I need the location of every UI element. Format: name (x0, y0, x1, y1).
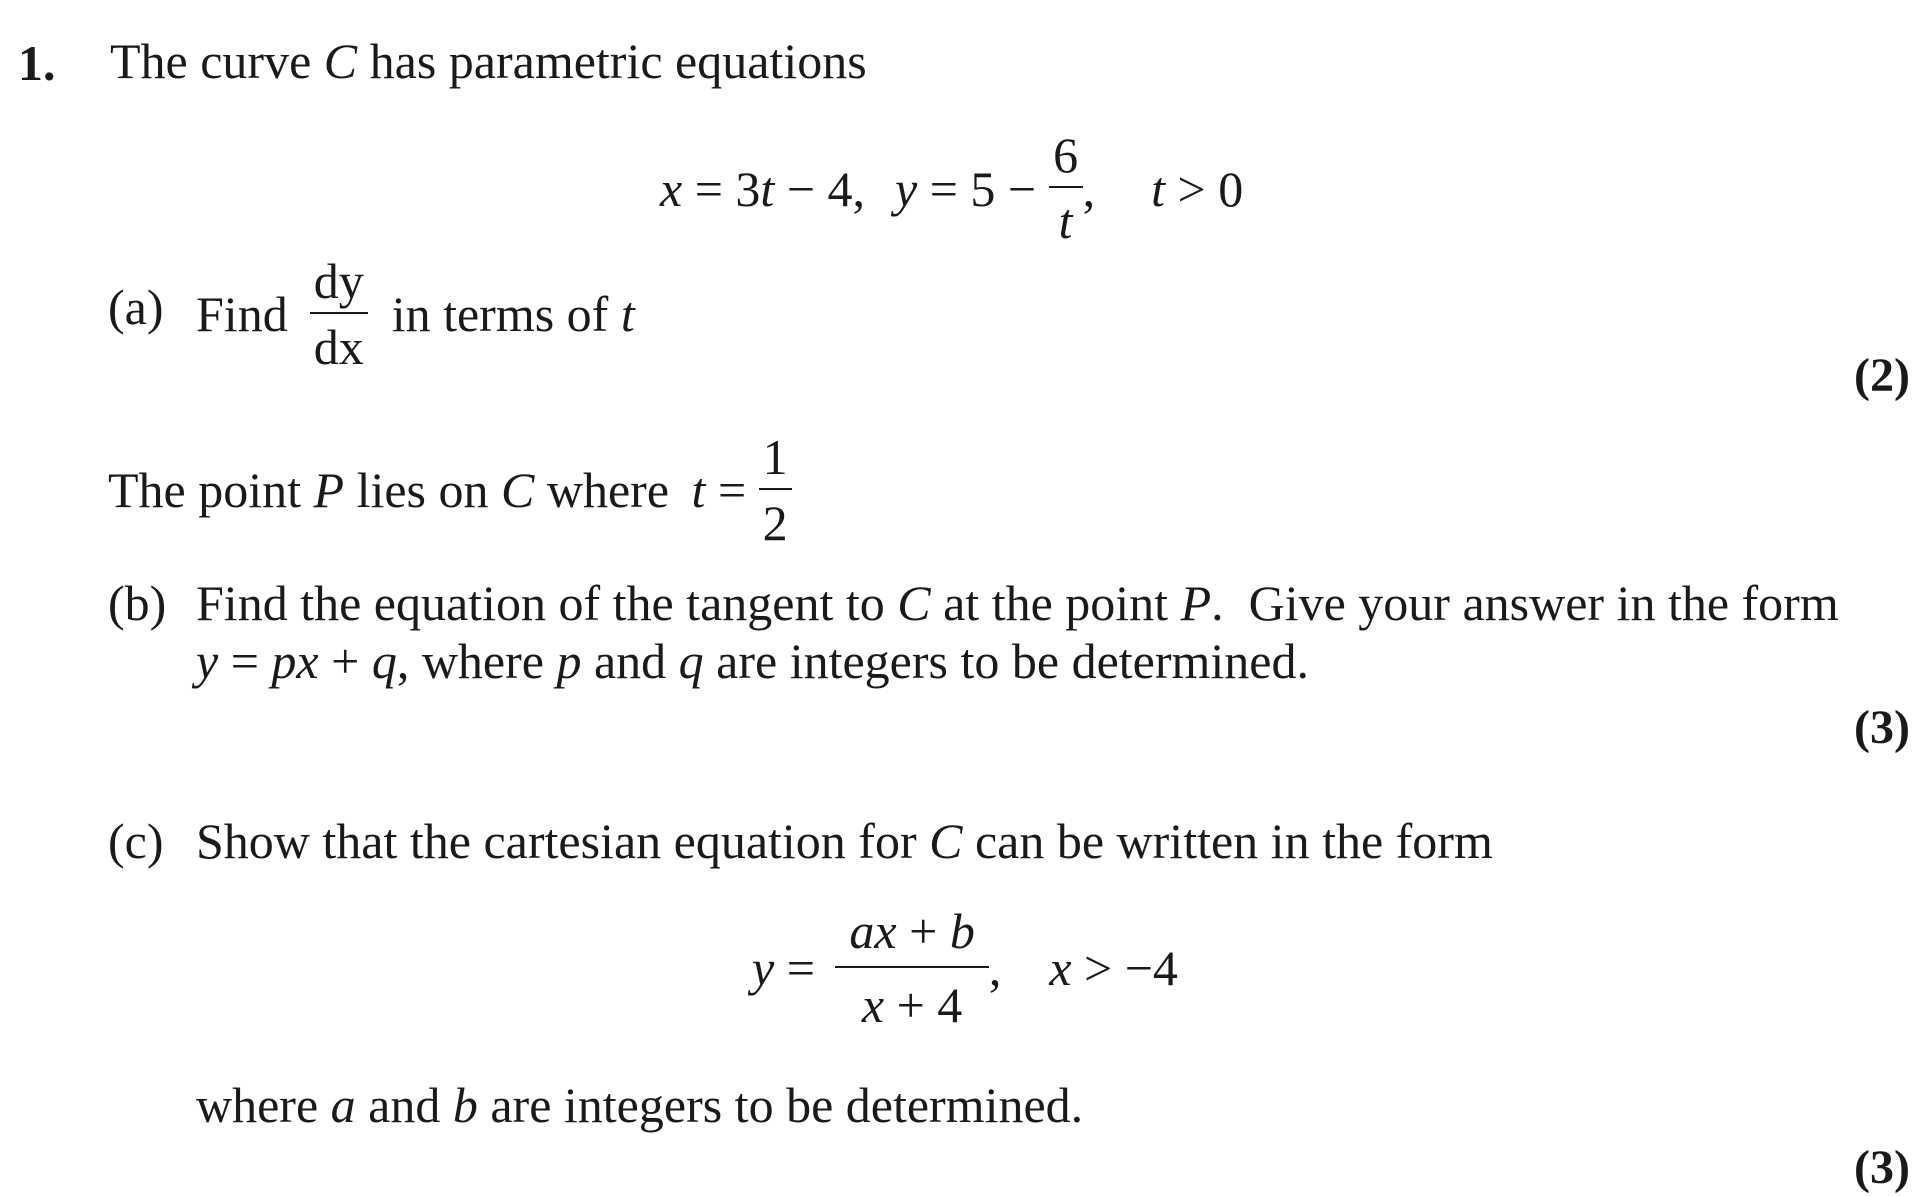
cartesian-num-plus: + (896, 903, 950, 959)
point-var: t (691, 462, 706, 518)
param-frac-den-var: t (1058, 193, 1073, 249)
param-x-t: t (760, 161, 775, 217)
intro-curve-symbol: C (323, 33, 358, 89)
part-b-curve-symbol: C (897, 575, 931, 631)
point-text-where: where (534, 462, 682, 518)
point-frac-denominator: 2 (759, 488, 792, 548)
part-b-line1 (196, 575, 1839, 631)
point-frac-numerator: 1 (762, 429, 788, 485)
part-c-where-line (196, 1077, 1084, 1133)
param-y-fraction (1049, 127, 1083, 249)
param-cond-rest: > 0 (1165, 161, 1244, 217)
part-a-frac-denominator: dx (310, 312, 368, 372)
point-text-mid: lies on (344, 462, 502, 518)
part-a-in-terms-of: in terms of (391, 286, 621, 342)
cartesian-comma: , (988, 940, 1002, 996)
point-t-fraction (759, 429, 792, 551)
question-number: 1. (18, 35, 56, 91)
part-b-l2-b: are integers to be determined. (703, 633, 1309, 689)
param-y-var: y (895, 161, 918, 217)
param-y-rhs: = 5 − (917, 161, 1049, 217)
part-b-eq: = (218, 633, 272, 689)
cartesian-cond-rest: > −4 (1071, 940, 1178, 996)
cartesian-cond-var: x (1049, 940, 1072, 996)
cartesian-fraction (835, 903, 988, 1033)
part-a-text (196, 253, 635, 375)
part-a-find: Find (196, 286, 288, 342)
cartesian-y: y (752, 940, 775, 996)
cartesian-form-equation (752, 903, 1178, 1033)
param-x-rhs-b: − 4, (774, 161, 866, 217)
cartesian-eq: = (774, 940, 828, 996)
intro-text-after: has parametric equations (357, 33, 867, 89)
part-c-line1 (196, 813, 1493, 869)
part-b-l2-a: , where (396, 633, 557, 689)
point-curve-symbol: C (501, 462, 535, 518)
part-b-p-var: p (556, 633, 582, 689)
part-a-marks: (2) (1854, 349, 1910, 402)
parametric-equations (660, 127, 1244, 249)
param-comma: , (1082, 161, 1096, 217)
cartesian-numerator (835, 903, 988, 966)
part-b-line2 (196, 633, 1309, 689)
param-x-rhs-a: = 3 (682, 161, 761, 217)
part-b-l1-c: . Give your answer in the form (1211, 575, 1839, 631)
part-b-point-symbol: P (1180, 575, 1212, 631)
part-c-where: where (196, 1077, 331, 1133)
part-b-plus: + (318, 633, 372, 689)
point-symbol: P (313, 462, 345, 518)
part-c-text-a: Show that the cartesian equation for (196, 813, 930, 869)
part-a-label: (a) (108, 279, 164, 335)
part-b-and: and (581, 633, 679, 689)
part-b-y: y (196, 633, 219, 689)
param-x-var: x (660, 161, 683, 217)
cartesian-denominator (835, 966, 988, 1033)
part-c-a-var: a (330, 1077, 356, 1133)
part-c-b-var: b (452, 1077, 478, 1133)
part-b-marks: (3) (1854, 701, 1910, 754)
part-c-curve-symbol: C (929, 813, 963, 869)
param-frac-numerator: 6 (1053, 127, 1079, 183)
cartesian-den-rest: + 4 (884, 977, 963, 1033)
point-p-statement (108, 429, 792, 551)
question-intro (110, 33, 867, 89)
cartesian-num-ax: ax (849, 903, 897, 959)
part-b-q-var: q (678, 633, 704, 689)
cartesian-num-b: b (949, 903, 975, 959)
cartesian-den-x: x (861, 977, 885, 1033)
intro-text-before: The curve (110, 33, 324, 89)
part-a-var: t (620, 286, 635, 342)
part-b-label: (b) (108, 575, 167, 631)
param-cond-var: t (1151, 161, 1166, 217)
part-c-and: and (355, 1077, 453, 1133)
part-b-q: q (371, 633, 397, 689)
part-c-label: (c) (108, 813, 164, 869)
part-a-frac-numerator: dy (313, 253, 364, 309)
part-c-where-rest: are integers to be determined. (477, 1077, 1084, 1133)
point-text-before: The point (108, 462, 314, 518)
part-a-derivative-fraction (310, 253, 368, 375)
point-equals: = (705, 462, 759, 518)
param-frac-denominator (1049, 186, 1083, 249)
part-b-l1-a: Find the equation of the tangent to (196, 575, 898, 631)
part-c-marks: (3) (1854, 1141, 1910, 1194)
part-b-l1-b: at the point (930, 575, 1181, 631)
part-c-text-b: can be written in the form (962, 813, 1493, 869)
part-b-px: px (271, 633, 319, 689)
